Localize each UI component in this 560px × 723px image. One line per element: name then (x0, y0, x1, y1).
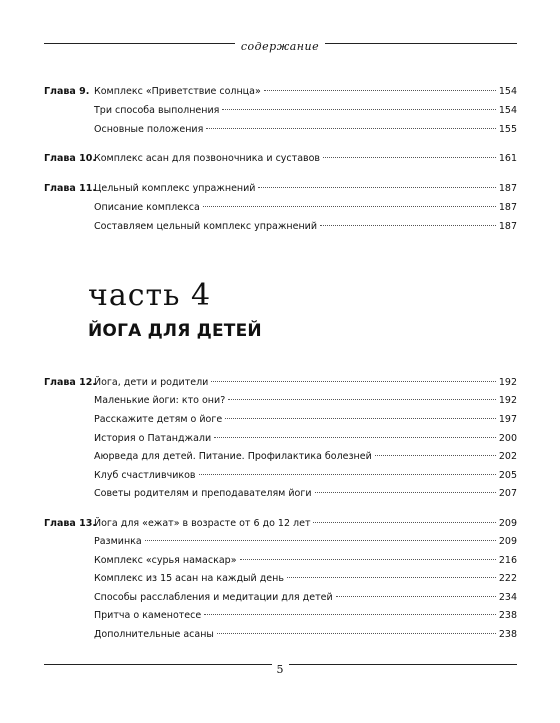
dot-leader (313, 522, 495, 523)
part-title: часть 4 (88, 278, 212, 313)
entry-page: 238 (498, 610, 517, 621)
toc-entry[interactable] (44, 628, 517, 642)
entry-title: Описание комплекса (94, 202, 200, 213)
entry-title: Дополнительные асаны (94, 629, 214, 640)
toc-entry[interactable] (44, 394, 517, 408)
dot-leader (240, 559, 496, 560)
toc-entry[interactable] (44, 201, 517, 215)
chapter-label: Глава 10. (44, 153, 96, 164)
entry-title: Способы расслабления и медитации для детей (94, 592, 333, 603)
entry-title: Разминка (94, 536, 142, 547)
toc-entry[interactable] (44, 413, 517, 427)
entry-page: 200 (498, 433, 517, 444)
entry-page: 216 (498, 555, 517, 566)
dot-leader (336, 596, 496, 597)
entry-page: 222 (498, 573, 517, 584)
entry-title: Цельный комплекс упражнений (94, 183, 256, 194)
entry-title: Йога, дети и родители (94, 377, 209, 388)
dot-leader (211, 381, 496, 382)
entry-page: 161 (498, 153, 517, 164)
dot-leader (375, 455, 496, 456)
entry-page: 187 (498, 221, 517, 232)
entry-title: Комплекс из 15 асан на каждый день (94, 573, 284, 584)
chapter-label: Глава 13. (44, 518, 96, 529)
dot-leader (315, 492, 496, 493)
entry-page: 209 (498, 536, 517, 547)
chapter-label: Глава 9. (44, 86, 90, 97)
toc-entry[interactable] (44, 432, 517, 446)
toc-entry[interactable] (44, 572, 517, 586)
entry-page: 192 (498, 395, 517, 406)
entry-title: Комплекс асан для позвоночника и суставов (94, 153, 321, 164)
entry-page: 205 (498, 470, 517, 481)
dot-leader (287, 577, 496, 578)
entry-title: Составляем цельный комплекс упражнений (94, 221, 318, 232)
dot-leader (214, 437, 496, 438)
entry-page: 238 (498, 629, 517, 640)
dot-leader (228, 399, 496, 400)
dot-leader (225, 418, 496, 419)
entry-page: 154 (498, 105, 517, 116)
toc-entry[interactable] (44, 450, 517, 464)
entry-page: 187 (498, 183, 517, 194)
toc-entry-chapter-9[interactable] (44, 85, 517, 99)
entry-page: 202 (498, 451, 517, 462)
toc-entry-chapter-12[interactable] (44, 376, 517, 390)
toc-entry[interactable] (44, 104, 517, 118)
entry-page: 207 (498, 488, 517, 499)
entry-page: 187 (498, 202, 517, 213)
toc-entry-chapter-10[interactable] (44, 152, 517, 166)
dot-leader (204, 614, 496, 615)
toc-entry[interactable] (44, 554, 517, 568)
dot-leader (199, 474, 496, 475)
part-subtitle: ЙОГА ДЛЯ ДЕТЕЙ (88, 321, 262, 341)
toc-entry[interactable] (44, 591, 517, 605)
page-number (0, 663, 560, 676)
entry-title: Комплекс «сурья намаскар» (94, 555, 237, 566)
entry-page: 155 (498, 124, 517, 135)
entry-title: Комплекс «Приветствие солнца» (94, 86, 261, 97)
toc-entry[interactable] (44, 535, 517, 549)
entry-title: Советы родителям и преподавателям йоги (94, 488, 312, 499)
entry-page: 154 (498, 86, 517, 97)
entry-title: Притча о каменотесе (94, 610, 202, 621)
dot-leader (323, 157, 496, 158)
dot-leader (222, 109, 495, 110)
toc-entry[interactable] (44, 609, 517, 623)
entry-title: История о Патанджали (94, 433, 212, 444)
entry-title: Маленькие йоги: кто они? (94, 395, 226, 406)
dot-leader (203, 206, 496, 207)
chapter-label: Глава 11. (44, 183, 96, 194)
dot-leader (145, 540, 496, 541)
toc-entry[interactable] (44, 469, 517, 483)
entry-title: Три способа выполнения (94, 105, 220, 116)
entry-page: 197 (498, 414, 517, 425)
entry-title: Расскажите детям о йоге (94, 414, 223, 425)
dot-leader (264, 90, 496, 91)
entry-page: 192 (498, 377, 517, 388)
toc-entry[interactable] (44, 220, 517, 234)
entry-title: Основные положения (94, 124, 204, 135)
running-head-text: содержание (235, 40, 325, 53)
dot-leader (258, 187, 495, 188)
running-head (0, 40, 560, 53)
toc-entry[interactable] (44, 487, 517, 501)
dot-leader (320, 225, 496, 226)
chapter-label: Глава 12. (44, 377, 96, 388)
entry-title: Клуб счастливчиков (94, 470, 196, 481)
dot-leader (206, 128, 496, 129)
entry-page: 234 (498, 592, 517, 603)
page-number-text: 5 (272, 663, 289, 676)
toc-entry[interactable] (44, 123, 517, 137)
toc-entry-chapter-11[interactable] (44, 182, 517, 196)
toc-entry-chapter-13[interactable] (44, 517, 517, 531)
entry-title: Аюрведа для детей. Питание. Профилактика болезней (94, 451, 372, 462)
dot-leader (217, 633, 496, 634)
entry-title: Йога для «ежат» в возрасте от 6 до 12 лет (94, 518, 311, 529)
entry-page: 209 (498, 518, 517, 529)
